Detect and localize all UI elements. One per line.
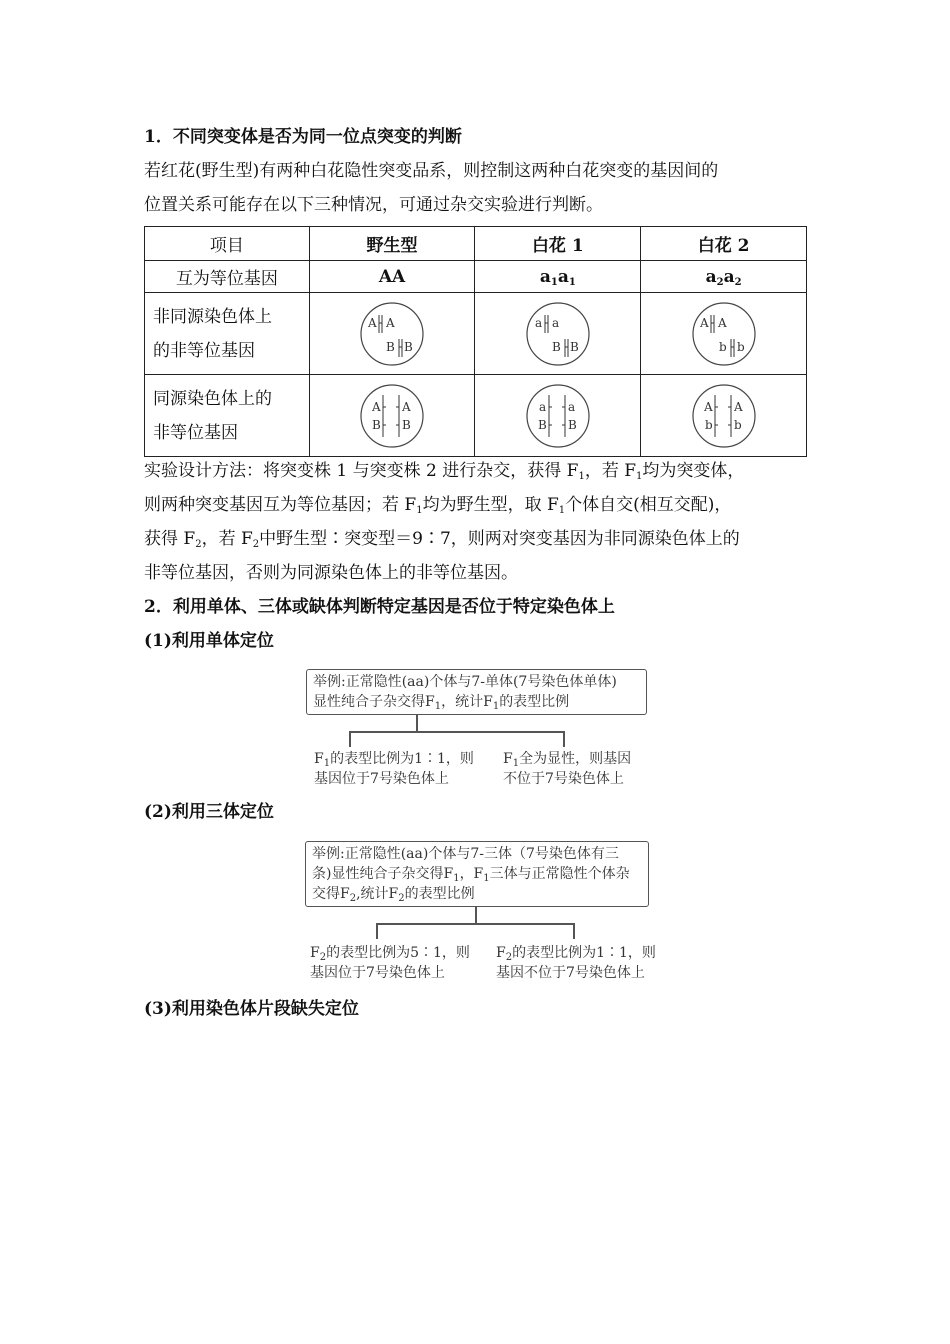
svg-text:A: A bbox=[703, 399, 713, 414]
trisomy-result-left: $F_2$的表型比例为5∶1，则 基因位于7号染色体上 bbox=[310, 945, 470, 981]
svg-text:b: b bbox=[718, 339, 727, 354]
trisomy-example-box: 举例:正常隐性(aa)个体与7-三体（7号染色体有三 条)显性纯合子杂交得$F_1$，$F_1$三体与正常隐性个体杂 交得$F_2$,统计$F_2$的表型比例 bbox=[305, 841, 649, 907]
section1-intro-line2: 位置关系可能存在以下三种情况，可通过杂交实验进行判断。 bbox=[144, 195, 603, 215]
section2-title: 2．利用单体、三体或缺体判断特定基因是否位于特定染色体上 bbox=[144, 597, 615, 617]
connector-line bbox=[376, 923, 378, 939]
svg-text:A: A bbox=[402, 399, 411, 414]
svg-text:a: a bbox=[538, 399, 546, 414]
monosomy-title: (1)利用单体定位 bbox=[144, 631, 274, 651]
monosomy-example-box: 举例:正常隐性(aa)个体与7-单体(7号染色体单体) 显性纯合子杂交得$F_1$，统计$F_1$的表型比例 bbox=[306, 669, 647, 715]
table-header-row bbox=[145, 227, 807, 261]
svg-text:B: B bbox=[386, 339, 395, 354]
connector-line bbox=[416, 714, 418, 732]
white2-genotype: $a_2a_2$ bbox=[641, 261, 807, 293]
connector-line bbox=[475, 907, 477, 924]
cell-diagram bbox=[475, 293, 641, 375]
svg-text:B: B bbox=[404, 339, 413, 354]
table-row bbox=[145, 375, 807, 457]
wild-genotype: AA bbox=[309, 261, 475, 293]
svg-text:A: A bbox=[372, 399, 381, 414]
connector-line bbox=[573, 923, 575, 939]
section1-intro-line1: 若红花(野生型)有两种白花隐性突变品系，则控制这两种白花突变的基因间的 bbox=[144, 161, 719, 181]
svg-text:b: b bbox=[736, 339, 745, 354]
cell-diagram bbox=[641, 293, 807, 375]
row-label-homologous: 同源染色体上的 非等位基因 bbox=[145, 375, 310, 457]
table-header-cell: 野生型 bbox=[309, 227, 475, 261]
svg-text:A: A bbox=[717, 315, 727, 330]
chromosome-cell-diagram bbox=[525, 383, 591, 449]
svg-text:b: b bbox=[704, 417, 713, 432]
connector-line bbox=[349, 731, 564, 733]
svg-text:B: B bbox=[551, 339, 561, 354]
svg-text:B: B bbox=[537, 417, 547, 432]
method-line4: 非等位基因，否则为同源染色体上的非等位基因。 bbox=[144, 563, 518, 583]
svg-text:A: A bbox=[699, 315, 709, 330]
svg-text:A: A bbox=[733, 399, 743, 414]
svg-text:B: B bbox=[372, 417, 381, 432]
trisomy-title: (2)利用三体定位 bbox=[144, 802, 274, 822]
table-header-cell: 项目 bbox=[145, 227, 310, 261]
svg-text:A: A bbox=[368, 315, 377, 330]
cell-diagram bbox=[475, 375, 641, 457]
cell-diagram bbox=[641, 375, 807, 457]
svg-text:A: A bbox=[386, 315, 395, 330]
method-line2: 则两种突变基因互为等位基因；若 $F_1$均为野生型，取 $F_1$个体自交(相互交配)， bbox=[144, 495, 732, 516]
table-header-cell: 白花 2 bbox=[641, 227, 807, 261]
deletion-title: (3)利用染色体片段缺失定位 bbox=[144, 999, 359, 1019]
trisomy-result-right: $F_2$的表型比例为1∶1，则 基因不位于7号染色体上 bbox=[496, 945, 656, 981]
chromosome-cell-diagram bbox=[523, 301, 593, 367]
chromosome-cell-diagram bbox=[359, 383, 425, 449]
chromosome-cell-diagram bbox=[689, 301, 759, 367]
svg-text:B: B bbox=[567, 417, 577, 432]
row-label-allelic: 互为等位基因 bbox=[145, 261, 310, 293]
section1-title: 1．不同突变体是否为同一位点突变的判断 bbox=[144, 127, 462, 147]
connector-line bbox=[563, 731, 565, 747]
chromosome-cell-diagram bbox=[357, 301, 427, 367]
table-row bbox=[145, 261, 807, 293]
row-label-nonhomologous: 非同源染色体上 的非等位基因 bbox=[145, 293, 310, 375]
svg-text:B: B bbox=[402, 417, 411, 432]
svg-text:a: a bbox=[551, 315, 559, 330]
svg-text:B: B bbox=[569, 339, 579, 354]
cell-diagram bbox=[309, 293, 475, 375]
svg-text:a: a bbox=[534, 315, 542, 330]
table-row bbox=[145, 293, 807, 375]
svg-text:b: b bbox=[733, 417, 742, 432]
cell-diagram bbox=[309, 375, 475, 457]
chromosome-cell-diagram bbox=[691, 383, 757, 449]
svg-text:a: a bbox=[567, 399, 575, 414]
table-header-cell: 白花 1 bbox=[475, 227, 641, 261]
method-line1: 实验设计方法：将突变株 1 与突变株 2 进行杂交，获得 $F_1$，若 $F_1$均为突变体， bbox=[144, 461, 745, 482]
connector-line bbox=[376, 923, 574, 925]
monosomy-result-right: $F_1$全为显性，则基因 不位于7号染色体上 bbox=[503, 751, 632, 787]
connector-line bbox=[349, 731, 351, 747]
genotype-table bbox=[144, 226, 807, 457]
method-line3: 获得 $F_2$，若 $F_2$中野生型∶突变型＝9∶7，则两对突变基因为非同源染色体上的 bbox=[144, 529, 740, 550]
monosomy-result-left: $F_1$的表型比例为1∶1，则 基因位于7号染色体上 bbox=[314, 751, 474, 787]
white1-genotype: $a_1a_1$ bbox=[475, 261, 641, 293]
